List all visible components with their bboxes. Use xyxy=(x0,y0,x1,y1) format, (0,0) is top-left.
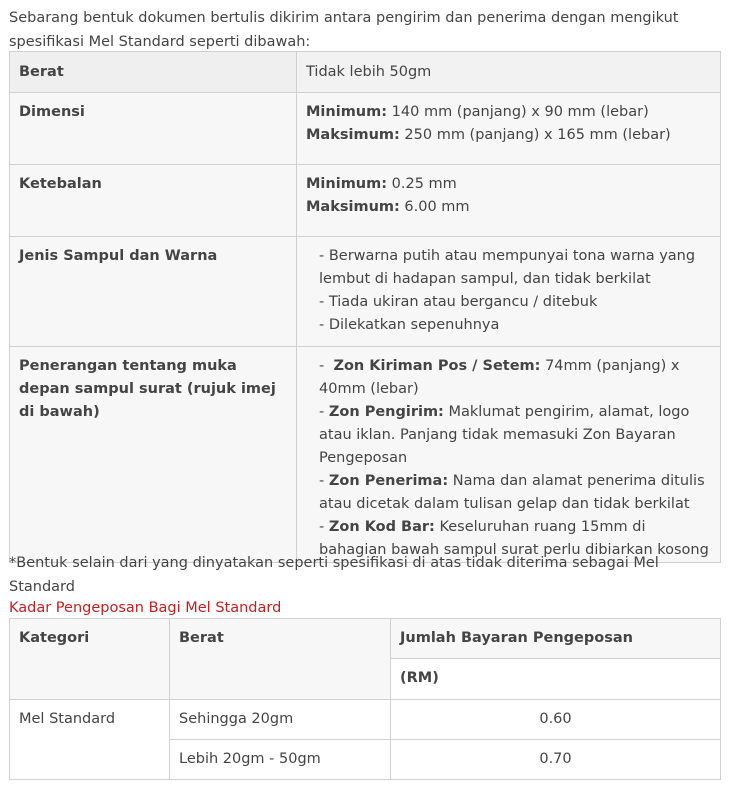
list-item: - Berwarna putih atau mempunyai tona warna yang lembut di hadapan sampul, dan tidak berkilat xyxy=(319,248,696,287)
weight-cell: Sehingga 20gm xyxy=(170,700,391,740)
spec-value: Tidak lebih 50gm xyxy=(297,52,721,93)
spec-row-ketebalan xyxy=(10,165,721,237)
zone-item xyxy=(319,470,711,516)
spec-row-muka-depan xyxy=(10,347,721,563)
zone-prefix: - xyxy=(319,358,334,374)
zone-item xyxy=(319,401,711,470)
price-cell: 0.70 xyxy=(391,740,721,780)
zone-prefix: - xyxy=(319,519,329,535)
header-jumlah: Jumlah Bayaran Pengeposan xyxy=(391,619,721,659)
zone-label: Zon Pengirim: xyxy=(328,404,444,420)
zone-label: Zon Kod Bar: xyxy=(328,519,435,535)
zone-prefix: - xyxy=(319,404,329,420)
spec-key: Dimensi xyxy=(10,93,297,165)
header-unit: (RM) xyxy=(391,659,721,700)
zone-text: Maklumat pengirim, alamat, logo atau iklan. Panjang tidak memasuki Zon Bayaran Pengeposan xyxy=(319,404,690,466)
spec-value xyxy=(297,93,721,165)
zone-text: Nama dan alamat penerima ditulis atau dicetak dalam tulisan gelap dan tidak berkilat xyxy=(319,473,705,512)
zone-label: Zon Kiriman Pos / Setem: xyxy=(333,358,541,374)
spec-row-dimensi xyxy=(10,93,721,165)
min-label: Minimum: xyxy=(306,104,388,120)
zone-text: 74mm (panjang) x 40mm (lebar) xyxy=(319,358,680,397)
min-value: 0.25 mm xyxy=(387,176,457,192)
table-row xyxy=(10,700,721,740)
rates-heading: Kadar Pengeposan Bagi Mel Standard xyxy=(9,600,282,616)
rates-table xyxy=(9,618,721,780)
spec-key: Ketebalan xyxy=(10,165,297,237)
spec-row-sampul xyxy=(10,237,721,347)
header-kategori: Kategori xyxy=(10,619,170,700)
max-value: 250 mm (panjang) x 165 mm (lebar) xyxy=(399,127,671,143)
zone-text: Keseluruhan ruang 15mm di bahagian bawah sampul surat perlu dibiarkan kosong xyxy=(319,519,709,558)
price-cell: 0.60 xyxy=(391,700,721,740)
max-label: Maksimum: xyxy=(306,199,400,215)
zone-label: Zon Penerima: xyxy=(328,473,449,489)
rates-header-row xyxy=(10,619,721,659)
intro-text: Sebarang bentuk dokumen bertulis dikirim antara pengirim dan penerima dengan mengikut spesifikasi Mel Standard seperti dibawah: xyxy=(9,10,679,50)
spec-value-zones xyxy=(297,347,721,563)
min-value: 140 mm (panjang) x 90 mm (lebar) xyxy=(387,104,649,120)
category-cell: Mel Standard xyxy=(10,700,170,780)
zone-item xyxy=(319,355,711,401)
spec-row-berat xyxy=(10,52,721,93)
list-item: - Tiada ukiran atau bergancu / ditebuk xyxy=(319,294,598,310)
zone-prefix: - xyxy=(319,473,329,489)
list-item: - Dilekatkan sepenuhnya xyxy=(319,317,500,333)
spec-table xyxy=(9,51,721,563)
weight-cell: Lebih 20gm - 50gm xyxy=(170,740,391,780)
spec-value xyxy=(297,165,721,237)
footnote: *Bentuk selain dari yang dinyatakan seperti spesifikasi di atas tidak diterima sebagai Mel Standard xyxy=(9,555,659,595)
max-value: 6.00 mm xyxy=(399,199,470,215)
header-berat: Berat xyxy=(170,619,391,700)
spec-value-list xyxy=(297,237,721,347)
max-label: Maksimum: xyxy=(306,127,400,143)
spec-key: Jenis Sampul dan Warna xyxy=(10,237,297,347)
min-label: Minimum: xyxy=(306,176,388,192)
spec-key: Berat xyxy=(10,52,297,93)
spec-key: Penerangan tentang muka depan sampul surat (rujuk imej di bawah) xyxy=(10,347,297,563)
